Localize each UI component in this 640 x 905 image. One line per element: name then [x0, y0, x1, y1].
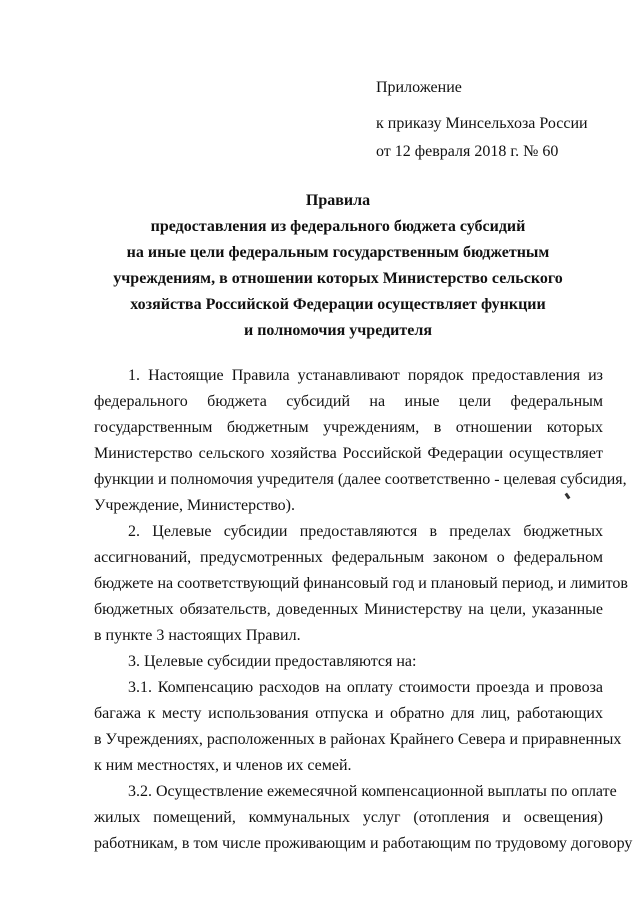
- order-date-number: от 12 февраля 2018 г. № 60: [376, 143, 559, 160]
- text-line: функции и полномочия учредителя (далее соответственно - целевая субсидия,: [94, 471, 627, 488]
- text-line: в пункте 3 настоящих Правил.: [94, 627, 301, 644]
- title-line: учреждениям, в отношении которых Министерство сельского: [113, 270, 563, 287]
- text-line: 2. Целевые субсидии предоставляются в пределах бюджетных: [128, 523, 603, 540]
- text-line: жилых помещений, коммунальных услуг (отопления и освещения): [94, 809, 603, 826]
- text-line: работникам, в том числе проживающим и работающим по трудовому договору: [94, 835, 633, 852]
- document-body: [94, 363, 633, 857]
- text-line: в Учреждениях, расположенных в районах Крайнего Севера и приравненных: [94, 731, 622, 748]
- text-line: Учреждение, Министерство).: [94, 497, 295, 514]
- title-line: Правила: [305, 192, 371, 209]
- text-line: 3.1. Компенсацию расходов на оплату стоимости проезда и провоза: [128, 679, 603, 696]
- paragraph-3-2: [94, 779, 633, 857]
- title-line: предоставления из федерального бюджета субсидий: [150, 218, 526, 235]
- title-line: на иные цели федеральным государственным бюджетным: [126, 244, 550, 261]
- appendix-label: Приложение: [376, 79, 462, 96]
- text-line: государственным бюджетным учреждениям, в отношении которых: [94, 419, 603, 436]
- title-line: и полномочия учредителя: [243, 322, 432, 339]
- paragraph-3-1: [94, 675, 622, 779]
- text-line: багажа к месту использования отпуска и обратно для лиц, работающих: [94, 705, 603, 722]
- text-line: бюджете на соответствующий финансовый год и плановый период, и лимитов: [94, 575, 628, 592]
- order-reference: к приказу Минсельхоза России: [376, 115, 588, 132]
- text-line: к ним местностях, и членов их семей.: [94, 757, 352, 774]
- paragraph-3: [94, 649, 603, 675]
- document-title: [60, 188, 616, 344]
- text-line: Министерство сельского хозяйства Российской Федерации осуществляет: [94, 445, 603, 462]
- text-line: 1. Настоящие Правила устанавливают порядок предоставления из: [128, 367, 603, 384]
- text-line: бюджетных обязательств, доведенных Министерству на цели, указанные: [94, 601, 603, 618]
- title-line: хозяйства Российской Федерации осуществляет функции: [130, 296, 546, 313]
- paragraph-1: [94, 363, 627, 519]
- text-line: 3.2. Осуществление ежемесячной компенсационной выплаты по оплате: [128, 783, 617, 800]
- paragraph-2: [94, 519, 628, 649]
- text-line: федерального бюджета субсидий на иные цели федеральным: [94, 393, 603, 410]
- text-line: 3. Целевые субсидии предоставляются на:: [128, 653, 417, 670]
- text-line: ассигнований, предусмотренных федеральным законом о федеральном: [94, 549, 603, 566]
